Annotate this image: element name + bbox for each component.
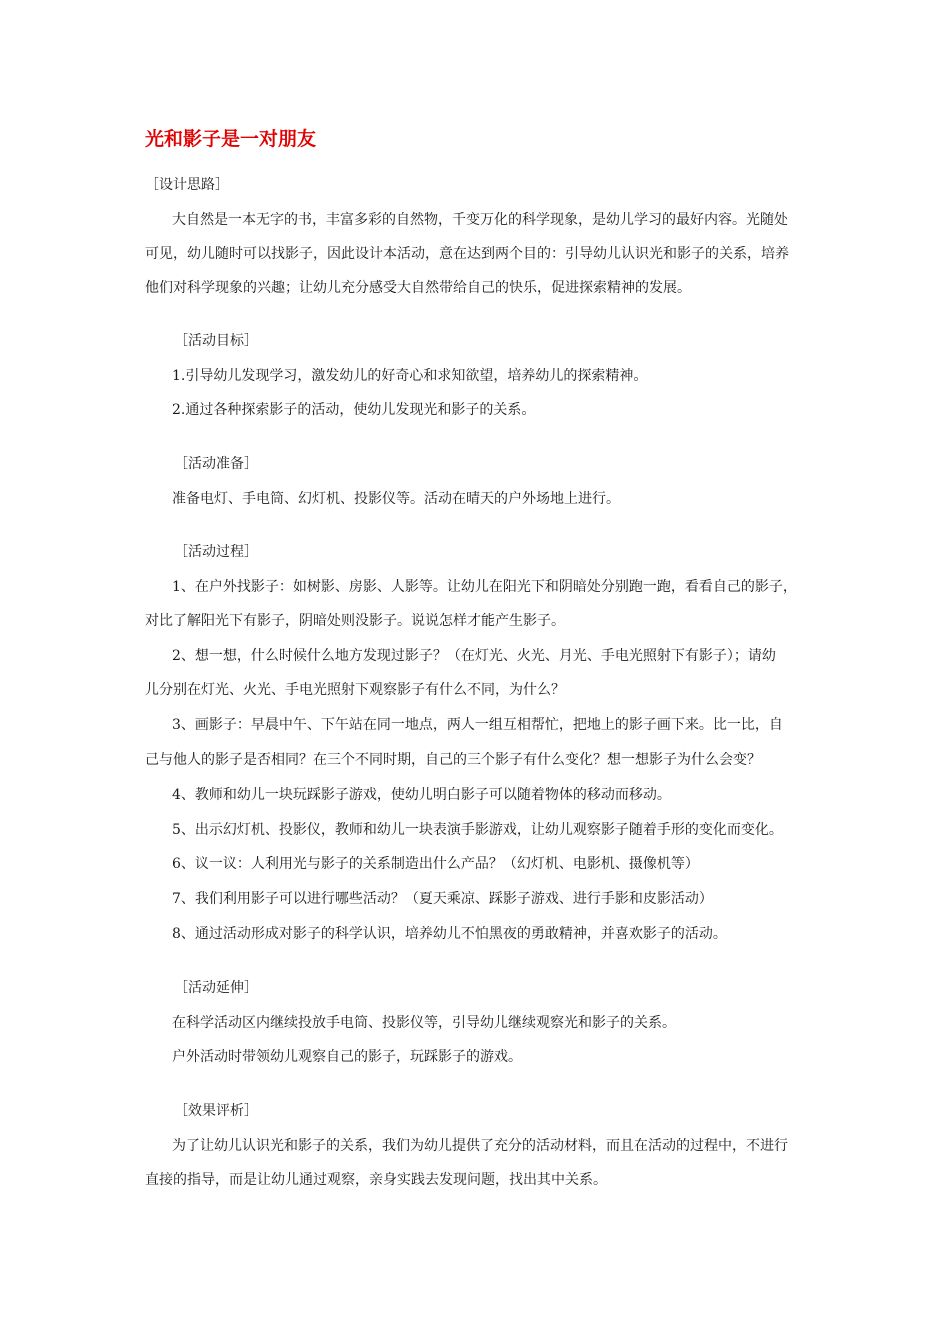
paragraph-line: 大自然是一本无字的书，丰富多彩的自然物，千变万化的科学现象，是幼儿学习的最好内容。光随处 — [172, 212, 788, 228]
list-item: 8、通过活动形成对影子的科学认识，培养幼儿不怕黑夜的勇敢精神，并喜欢影子的活动。 — [172, 926, 727, 942]
paragraph-line: 在科学活动区内继续投放手电筒、投影仪等，引导幼儿继续观察光和影子的关系。 — [172, 1015, 676, 1031]
list-item: 6、议一议：人利用光与影子的关系制造出什么产品？（幻灯机、电影机、摄像机等） — [172, 856, 699, 872]
paragraph-line: 准备电灯、手电筒、幻灯机、投影仪等。活动在晴天的户外场地上进行。 — [172, 491, 620, 507]
section-heading-prep: ［活动准备］ — [174, 456, 258, 472]
paragraph-line: 可见，幼儿随时可以找影子，因此设计本活动，意在达到两个目的：引导幼儿认识光和影子的关系，培养 — [145, 246, 789, 262]
section-heading-evaluation: ［效果评析］ — [174, 1103, 258, 1119]
section-heading-process: ［活动过程］ — [174, 544, 258, 560]
section-heading-extension: ［活动延伸］ — [174, 980, 258, 996]
list-item: 7、我们利用影子可以进行哪些活动？（夏天乘凉、踩影子游戏、进行手影和皮影活动） — [172, 891, 713, 907]
list-item-continued: 儿分别在灯光、火光、手电光照射下观察影子有什么不同，为什么？ — [145, 682, 565, 698]
list-item-continued: 己与他人的影子是否相同？在三个不同时期，自己的三个影子有什么变化？想一想影子为什么会变？ — [145, 752, 761, 768]
list-item: 2.通过各种探索影子的活动，使幼儿发现光和影子的关系。 — [172, 402, 536, 418]
document-title: 光和影子是一对朋友 — [145, 128, 317, 150]
list-item: 4、教师和幼儿一块玩踩影子游戏，使幼儿明白影子可以随着物体的移动而移动。 — [172, 787, 671, 803]
section-heading-design: ［设计思路］ — [145, 177, 229, 193]
list-item: 5、出示幻灯机、投影仪，教师和幼儿一块表演手影游戏，让幼儿观察影子随着手形的变化而变化。 — [172, 822, 783, 838]
list-item-continued: 对比了解阳光下有影子，阴暗处则没影子。说说怎样才能产生影子。 — [145, 613, 565, 629]
paragraph-line: 为了让幼儿认识光和影子的关系，我们为幼儿提供了充分的活动材料，而且在活动的过程中，不进行 — [172, 1138, 788, 1154]
paragraph-line: 户外活动时带领幼儿观察自己的影子，玩踩影子的游戏。 — [172, 1049, 522, 1065]
list-item: 1.引导幼儿发现学习，激发幼儿的好奇心和求知欲望，培养幼儿的探索精神。 — [172, 368, 648, 384]
list-item: 3、画影子：早晨中午、下午站在同一地点，两人一组互相帮忙，把地上的影子画下来。比一比，自 — [172, 717, 783, 733]
list-item: 1、在户外找影子：如树影、房影、人影等。让幼儿在阳光下和阴暗处分别跑一跑，看看自己的影子， — [172, 579, 797, 595]
section-heading-goals: ［活动目标］ — [174, 333, 258, 349]
paragraph-line: 他们对科学现象的兴趣；让幼儿充分感受大自然带给自己的快乐，促进探索精神的发展。 — [145, 280, 691, 296]
list-item: 2、想一想，什么时候什么地方发现过影子？（在灯光、火光、月光、手电光照射下有影子）；请幼 — [172, 648, 776, 664]
paragraph-line: 直接的指导，而是让幼儿通过观察，亲身实践去发现问题，找出其中关系。 — [145, 1172, 607, 1188]
